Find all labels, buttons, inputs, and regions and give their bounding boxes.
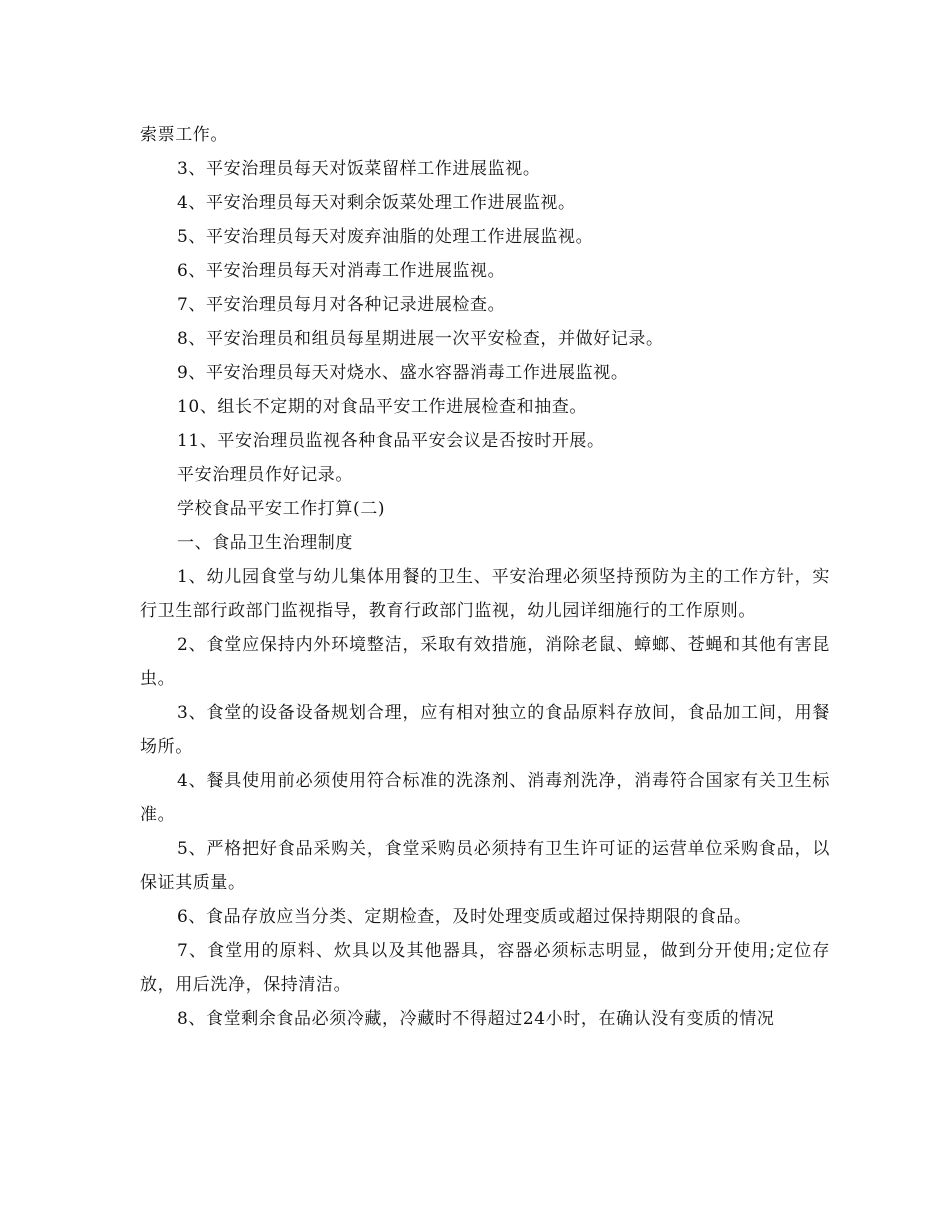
- document-body: [140, 118, 830, 1036]
- paragraph: 7、食堂用的原料、炊具以及其他器具，容器必须标志明显，做到分开使用;定位存放，用后洗净，保持清洁。: [140, 941, 830, 995]
- paragraph: 6、平安治理员每天对消毒工作进展监视。: [177, 261, 506, 281]
- paragraph: 10、组长不定期的对食品平安工作进展检查和抽查。: [177, 397, 588, 417]
- paragraph: 8、平安治理员和组员每星期进展一次平安检查，并做好记录。: [177, 329, 664, 349]
- paragraph: 5、平安治理员每天对废弃油脂的处理工作进展监视。: [177, 227, 594, 247]
- paragraph: 6、食品存放应当分类、定期检查，及时处理变质或超过保持期限的食品。: [177, 907, 752, 927]
- paragraph: 8、食堂剩余食品必须冷藏，冷藏时不得超过24小时，在确认没有变质的情况: [177, 1009, 775, 1029]
- paragraph: 11、平安治理员监视各种食品平安会议是否按时开展。: [177, 431, 605, 451]
- paragraph: 5、严格把好食品采购关，食堂采购员必须持有卫生许可证的运营单位采购食品，以保证其质量。: [140, 839, 830, 893]
- paragraph: 索票工作。: [140, 125, 228, 145]
- paragraph: 1、幼儿园食堂与幼儿集体用餐的卫生、平安治理必须坚持预防为主的工作方针，实行卫生部行政部门监视指导，教育行政部门监视，幼儿园详细施行的工作原则。: [140, 567, 830, 621]
- paragraph: 3、食堂的设备设备规划合理，应有相对独立的食品原料存放间，食品加工间，用餐场所。: [140, 703, 830, 757]
- paragraph: 4、平安治理员每天对剩余饭菜处理工作进展监视。: [177, 193, 576, 213]
- paragraph: 3、平安治理员每天对饭菜留样工作进展监视。: [177, 159, 541, 179]
- paragraph: 7、平安治理员每月对各种记录进展检查。: [177, 295, 506, 315]
- paragraph: 2、食堂应保持内外环境整洁，采取有效措施，消除老鼠、蟑螂、苍蝇和其他有害昆虫。: [140, 635, 830, 689]
- paragraph: 平安治理员作好记录。: [177, 465, 353, 485]
- paragraph: 9、平安治理员每天对烧水、盛水容器消毒工作进展监视。: [177, 363, 629, 383]
- paragraph: 4、餐具使用前必须使用符合标准的洗涤剂、消毒剂洗净，消毒符合国家有关卫生标准。: [140, 771, 830, 825]
- section-heading: 学校食品平安工作打算(二): [177, 499, 386, 519]
- subsection-heading: 一、食品卫生治理制度: [177, 533, 353, 553]
